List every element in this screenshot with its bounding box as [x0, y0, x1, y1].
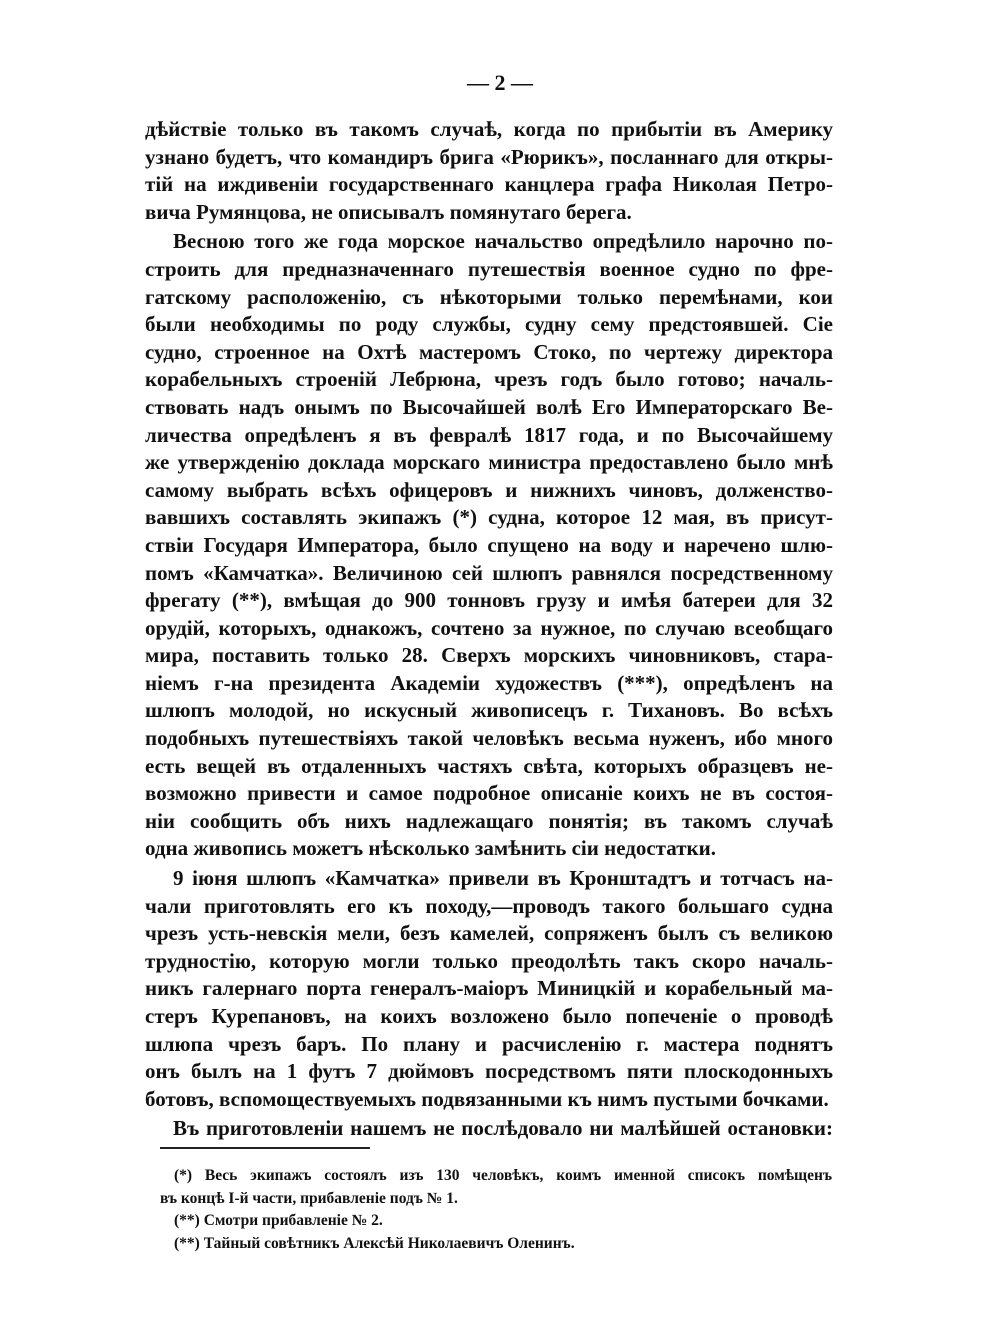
text-line: мира, поставить только 28. Сверхъ морскихъ чиновниковъ, стара- [145, 643, 833, 668]
text-line: никъ галернаго порта генералъ-маіоръ Миницкій и корабельный ма- [145, 976, 833, 1001]
text-line: личества опредѣленъ я въ февралѣ 1817 года, и по Высочайшему [145, 422, 833, 447]
text-line: вича Румянцова, не описывалъ помянутаго берега. [145, 199, 632, 224]
text-line: самому выбрать всѣхъ офицеровъ и нижнихъ чиновъ, долженство- [145, 477, 833, 502]
footnote-separator [160, 1147, 370, 1149]
footnote-line: (*) Весь экипажъ состоялъ изъ 130 человѣкъ, коимъ именной списокъ помѣщенъ [174, 1167, 832, 1184]
text-line: орудій, которыхъ, однакожъ, сочтено за нужное, по случаю всеобщаго [145, 615, 833, 640]
paragraph [145, 116, 833, 226]
text-line: шлюпъ молодой, но искусный живописецъ г. Тихановъ. Во всѣхъ [145, 698, 833, 723]
text-line: были необходимы по роду службы, судну сему предстоявшей. Сіе [145, 312, 833, 337]
footnotes [160, 1165, 832, 1255]
paragraph [145, 1115, 833, 1143]
main-text [145, 116, 833, 1145]
text-line: фрегату (**), вмѣщая до 900 тонновъ грузу и имѣя батереи для 32 [145, 588, 833, 613]
text-line: же утвержденію доклада морскаго министра предоставлено было мнѣ [145, 450, 833, 475]
text-line: стеръ Курепановъ, на коихъ возложено было попеченіе о проводѣ [145, 1004, 833, 1028]
text-line: гатскому расположенію, съ нѣкоторыми только перемѣнами, кои [145, 284, 833, 309]
text-line: ніи сообщить объ нихъ надлежащаго понятія; въ такомъ случаѣ [145, 808, 833, 833]
text-line: шлюпа чрезъ баръ. По плану и расчисленію г. мастера поднятъ [145, 1031, 833, 1056]
page-number: — 2 — [467, 70, 533, 95]
text-line: ствовать надъ онымъ по Высочайшей волѣ Его Императорскаго Ве- [145, 394, 833, 419]
text-line: есть вещей въ отдаленныхъ частяхъ свѣта, которыхъ образцевъ не- [145, 753, 833, 778]
footnote-line: (**) Тайный совѣтникъ Алексѣй Николаевичъ Оленинъ. [174, 1234, 575, 1252]
text-line: ствіи Государя Императора, было спущено на воду и наречено шлю- [145, 532, 833, 557]
text-line: строить для предназначеннаго путешествія военное судно по фре- [145, 256, 833, 281]
footnote-line: въ концѣ І-й части, прибавленіе подъ № 1. [160, 1189, 458, 1207]
text-line: 9 іюня шлюпъ «Камчатка» привели въ Кронштадтъ и тотчасъ на- [173, 866, 833, 891]
text-line: вавшихъ составлять экипажъ (*) судна, которое 12 мая, въ присут- [145, 505, 833, 530]
text-line: помъ «Камчатка». Величиною сей шлюпъ равнялся посредственному [145, 560, 833, 585]
text-line: онъ былъ на 1 футъ 7 дюймовъ посредствомъ пяти плоскодонныхъ [145, 1059, 833, 1084]
text-line: судно, строенное на Охтѣ мастеромъ Стоко, по чертежу директора [145, 339, 833, 364]
text-line: трудностію, которую могли только преодолѣть такъ скоро началь- [145, 948, 833, 973]
paragraph [145, 865, 833, 1113]
paragraph [145, 228, 833, 863]
text-line: ніемъ г-на президента Академіи художествъ (***), опредѣленъ на [145, 670, 833, 695]
text-line: Въ приготовленіи нашемъ не послѣдовало ни малѣйшей остановки: [173, 1116, 833, 1141]
text-line: одна живопись можетъ нѣсколько замѣнить сіи недостатки. [145, 836, 716, 861]
text-line: возможно привести и самое подробное описаніе коихъ не въ состоя- [145, 781, 833, 806]
text-line: корабельныхъ строеній Лебрюна, чрезъ годъ было готово; началь- [145, 367, 833, 392]
text-line: чали приготовлять его къ походу,—проводъ такого большаго судна [145, 893, 833, 918]
text-line: узнано будетъ, что командиръ брига «Рюрикъ», посланнаго для откры- [145, 144, 833, 169]
text-line: ботовъ, вспомоществуемыхъ подвязанными къ нимъ пустыми бочками. [145, 1086, 829, 1111]
text-line: дѣйствіе только въ такомъ случаѣ, когда по прибытіи въ Америку [145, 117, 833, 141]
text-line: подобныхъ путешествіяхъ такой человѣкъ весьма нуженъ, ибо много [145, 726, 833, 751]
text-line: Весною того же года морское начальство опредѣлило нарочно по- [173, 229, 833, 254]
text-line: чрезъ усть-невскія мели, безъ камелей, сопряженъ былъ съ великою [145, 921, 833, 946]
footnote-line: (**) Смотри прибавленіе № 2. [174, 1212, 383, 1229]
text-line: тій на иждивеніи государственнаго канцлера графа Николая Петро- [145, 172, 833, 197]
